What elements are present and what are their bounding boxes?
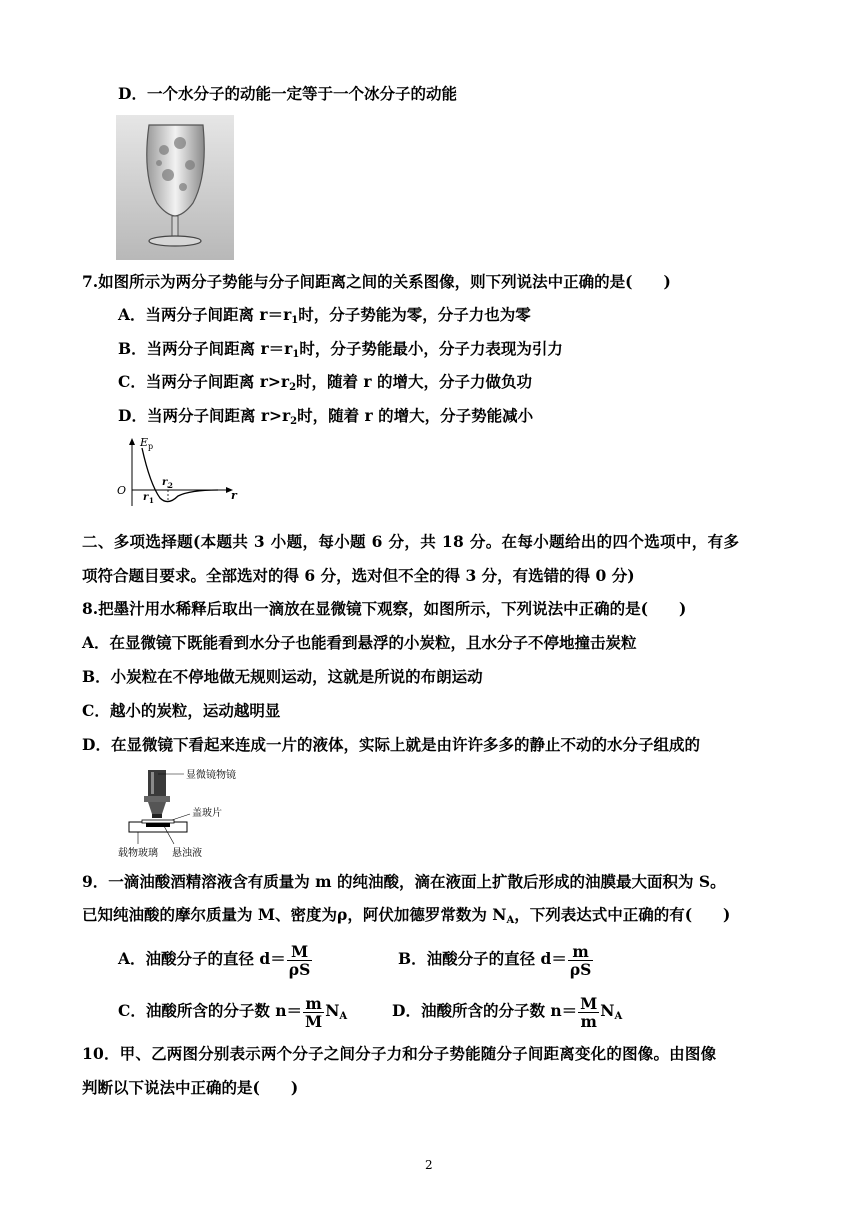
q7-option-d: D．当两分子间距离 $r>r_2$时，随着 r 的增大，分子势能减小 <box>118 406 534 427</box>
q7-stem: 7.如图所示为两分子势能与分子间距离之间的关系图像，则下列说法中正确的是( ) <box>82 272 671 291</box>
q9-option-d: D．油酸所含的分子数 n＝ $\frac{M}{m}$ $N_A$ <box>392 993 623 1031</box>
q9-option-b-fraction: $\frac{m}{\rho S}$ <box>569 941 592 979</box>
q10-line-2: 判断以下说法中正确的是( ) <box>82 1078 299 1097</box>
potential-energy-graph <box>112 436 242 508</box>
q9-option-b: B．油酸分子的直径 d＝ $\frac{m}{\rho S}$ <box>398 941 592 979</box>
q8-option-c: C．越小的炭粒，运动越明显 <box>82 701 281 720</box>
suspension-label: 悬浊液 <box>172 848 202 859</box>
microscope-figure <box>114 766 254 862</box>
slide-glass-label: 载物玻璃 <box>118 848 158 859</box>
q8-stem: 8.把墨汁用水稀释后取出一滴放在显微镜下观察，如图所示，下列说法中正确的是( ) <box>82 599 687 618</box>
graph-y-label-sub: p <box>148 442 154 451</box>
q7-option-a: A．当两分子间距离 $r=r_1$时，分子势能为零，分子力也为零 <box>118 305 531 326</box>
q8-option-b: B．小炭粒在不停地做无规则运动，这就是所说的布朗运动 <box>82 667 483 686</box>
cover-slip-label: 盖玻片 <box>192 808 222 819</box>
q9-option-d-fraction: $\frac{M}{m}$ <box>580 993 598 1031</box>
q9-option-c: C．油酸所含的分子数 n＝ $\frac{m}{M}$ $N_A$ <box>118 993 348 1031</box>
q10-line-1: 10．甲、乙两图分别表示两个分子之间分子力和分子势能随分子间距离变化的图像。由图像 <box>82 1044 717 1063</box>
q9-option-a: A．油酸分子的直径 d＝ $\frac{M}{\rho S}$ <box>118 941 311 979</box>
q9-option-a-fraction: $\frac{M}{\rho S}$ <box>288 941 311 979</box>
q9-line-1: 9．一滴油酸酒精溶液含有质量为 m 的纯油酸，滴在液面上扩散后形成的油膜最大面积为 S。 <box>82 872 726 891</box>
graph-r2-sub: 2 <box>168 481 173 490</box>
q6-option-d: D．一个水分子的动能一定等于一个冰分子的动能 <box>118 84 457 103</box>
microscope-objective-label: 显微镜物镜 <box>186 770 236 781</box>
page-number: 2 <box>425 1158 433 1172</box>
graph-r2-label: r <box>162 477 168 488</box>
glass-of-ice-water-image <box>116 115 234 260</box>
section-2-heading-line-2: 项符合题目要求。全部选对的得 6 分，选对但不全的得 3 分，有选错的得 0 分) <box>82 566 635 585</box>
q7-option-b: B．当两分子间距离 $r=r_1$时，分子势能最小，分子力表现为引力 <box>118 339 563 360</box>
graph-x-label: r <box>231 489 237 502</box>
q8-option-d: D．在显微镜下看起来连成一片的液体，实际上就是由许许多多的静止不动的水分子组成的 <box>82 735 700 754</box>
q9-line-2: 已知纯油酸的摩尔质量为 M、密度为ρ，阿伏加德罗常数为 $N_A$，下列表达式中正确的有( ) <box>82 905 731 926</box>
graph-origin-label: O <box>117 484 127 497</box>
q8-option-a: A．在显微镜下既能看到水分子也能看到悬浮的小炭粒，且水分子不停地撞击炭粒 <box>82 633 637 652</box>
section-2-heading-line-1: 二、多项选择题(本题共 3 小题，每小题 6 分，共 18 分。在每小题给出的四个选项中，有多 <box>82 532 740 551</box>
q7-option-c: C．当两分子间距离 $r>r_2$时，随着 r 的增大，分子力做负功 <box>118 372 532 393</box>
graph-r1-label: r <box>143 492 149 503</box>
q9-option-c-fraction: $\frac{m}{M}$ <box>305 993 323 1031</box>
graph-r1-sub: 1 <box>149 496 154 505</box>
graph-y-label: E <box>140 436 149 449</box>
